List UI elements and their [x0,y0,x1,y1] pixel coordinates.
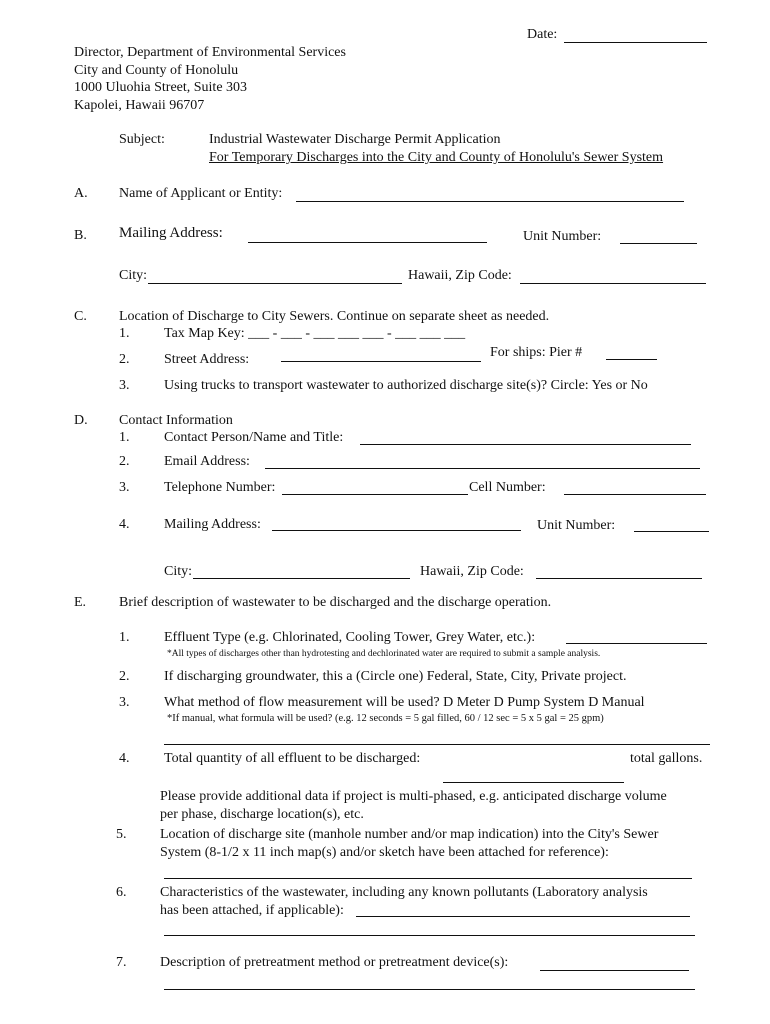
item-number: 2. [119,454,130,469]
telephone-label: Telephone Number: [164,480,276,495]
contact-city-field[interactable] [193,578,410,579]
multiphase-note-line-1: Please provide additional data if project is multi-phased, e.g. anticipated discharge volume [160,789,667,804]
groundwater-question: If discharging groundwater, this a (Circle one) Federal, State, City, Private project. [164,669,627,684]
item-number: 4. [119,517,130,532]
flow-formula-field[interactable] [164,744,710,745]
multiphase-note-line-2: per phase, discharge location(s), etc. [160,807,364,822]
section-e-letter: E. [74,595,87,610]
street-address-label: Street Address: [164,352,250,367]
contact-unit-field[interactable] [634,531,709,532]
effluent-type-field[interactable] [566,643,707,644]
subject-label: Subject: [119,132,165,147]
city-field[interactable] [148,283,402,284]
contact-info-title: Contact Information [119,413,233,428]
item-number: 1. [119,630,130,645]
pretreatment-field[interactable] [540,970,689,971]
subject-line-1: Industrial Wastewater Discharge Permit Application [209,132,501,147]
date-field[interactable] [564,42,707,43]
effluent-type-note: *All types of discharges other than hydrotesting and dechlorinated water are required to submit a sample analysis. [167,649,601,659]
city-label: City: [119,268,148,283]
item-number: 7. [116,955,127,970]
address-line: Kapolei, Hawaii 96707 [74,98,205,113]
address-line: 1000 Uluohia Street, Suite 303 [74,80,248,95]
state-zip-label: Hawaii, Zip Code: [408,268,512,283]
item-number: 5. [116,827,127,842]
item-number: 3. [119,378,130,393]
pier-label: For ships: Pier # [490,345,583,360]
date-label: Date: [527,27,558,42]
item-number: 4. [119,751,130,766]
characteristics-line-1: Characteristics of the wastewater, including any known pollutants (Laboratory analysis [160,885,648,900]
section-b-letter: B. [74,228,87,243]
address-line: City and County of Honolulu [74,63,239,78]
section-d-letter: D. [74,413,88,428]
flow-measurement-question: What method of flow measurement will be used? D Meter D Pump System D Manual [164,695,645,710]
unit-number-field[interactable] [620,243,697,244]
contact-unit-label: Unit Number: [537,518,616,533]
contact-zip-field[interactable] [536,578,702,579]
cell-number-label: Cell Number: [469,480,546,495]
contact-mailing-label: Mailing Address: [164,517,261,532]
contact-person-label: Contact Person/Name and Title: [164,430,344,445]
cell-number-field[interactable] [564,494,706,495]
tax-map-key-field[interactable]: Tax Map Key: ___ - ___ - ___ ___ ___ - ___ ___ ___ [164,326,466,341]
unit-number-label: Unit Number: [523,229,602,244]
item-number: 6. [116,885,127,900]
item-number: 3. [119,480,130,495]
trucks-question: Using trucks to transport wastewater to authorized discharge site(s)? Circle: Yes or No [164,378,648,393]
item-number: 2. [119,669,130,684]
pier-number-field[interactable] [606,359,657,360]
pretreatment-field-extra[interactable] [164,989,695,990]
contact-state-zip-label: Hawaii, Zip Code: [420,564,524,579]
item-number: 1. [119,326,130,341]
email-field[interactable] [265,468,700,469]
applicant-name-field[interactable] [296,201,684,202]
section-a-letter: A. [74,186,88,201]
item-number: 1. [119,430,130,445]
item-number: 3. [119,695,130,710]
total-gallons-label: total gallons. [630,751,703,766]
section-c-letter: C. [74,309,87,324]
contact-mailing-field[interactable] [272,530,521,531]
flow-formula-note: *If manual, what formula will be used? (e.g. 12 seconds = 5 gal filled, 60 / 12 sec = 5 x 5 gal = 25 gpm) [167,713,604,724]
discharge-location-intro: Location of Discharge to City Sewers. Continue on separate sheet as needed. [119,309,550,324]
characteristics-line-2: has been attached, if applicable): [160,903,344,918]
characteristics-field-extra[interactable] [164,935,695,936]
effluent-type-label: Effluent Type (e.g. Chlorinated, Cooling Tower, Grey Water, etc.): [164,630,536,645]
discharge-site-line-2: System (8-1/2 x 11 inch map(s) and/or sketch have been attached for reference): [160,845,609,860]
item-number: 2. [119,352,130,367]
zip-code-field[interactable] [520,283,706,284]
mailing-address-label: Mailing Address: [119,225,223,241]
pretreatment-label: Description of pretreatment method or pretreatment device(s): [160,955,509,970]
total-quantity-label: Total quantity of all effluent to be discharged: [164,751,421,766]
wastewater-description-intro: Brief description of wastewater to be discharged and the discharge operation. [119,595,552,610]
telephone-field[interactable] [282,494,468,495]
contact-city-label: City: [164,564,193,579]
total-quantity-field[interactable] [443,782,624,783]
characteristics-field[interactable] [356,916,690,917]
discharge-site-field[interactable] [164,878,692,879]
discharge-site-line-1: Location of discharge site (manhole number and/or map indication) into the City's Sewer [160,827,659,842]
subject-line-2: For Temporary Discharges into the City and County of Honolulu's Sewer System [209,150,664,165]
applicant-name-label: Name of Applicant or Entity: [119,186,283,201]
email-label: Email Address: [164,454,250,469]
street-address-field[interactable] [281,361,481,362]
address-line: Director, Department of Environmental Services [74,45,346,60]
contact-person-field[interactable] [360,444,691,445]
mailing-address-field[interactable] [248,242,487,243]
